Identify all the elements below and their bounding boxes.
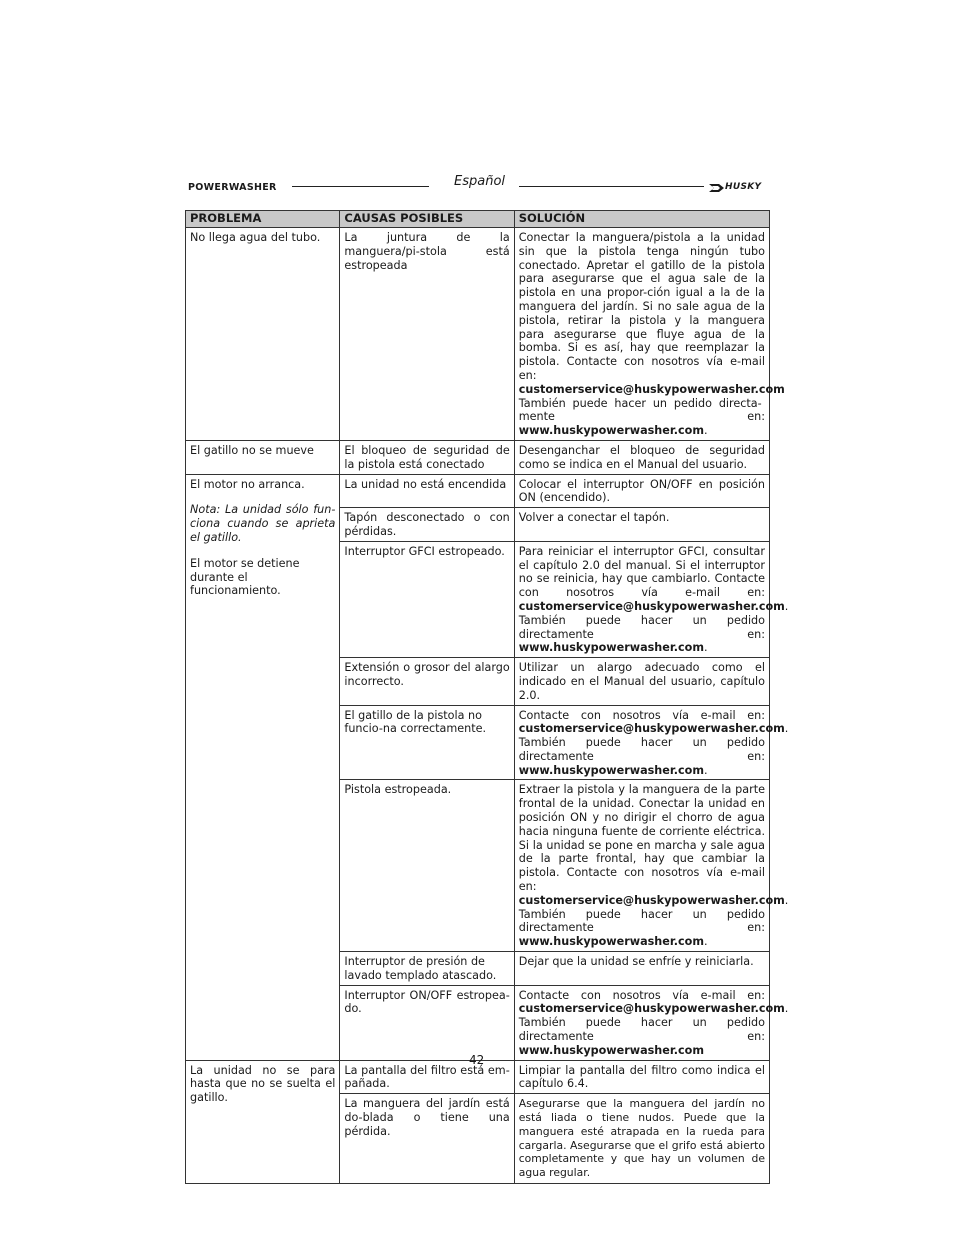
- cause-cell: El gatillo de la pistola no funcio-na correctamente.: [340, 705, 514, 780]
- cause-cell: Interruptor de presión de lavado templado atascado.: [340, 952, 514, 986]
- solution-text: Contacte con nosotros vía e-mail en:: [518, 988, 765, 1002]
- email-link[interactable]: customerservice@huskypowerwasher.com: [518, 1002, 785, 1016]
- solution-cell: Dejar que la unidad se enfríe y reiniciarla.: [514, 952, 769, 986]
- solution-mid: . También puede hacer un pedido directamente en:: [518, 722, 789, 763]
- header-rule-left: [292, 186, 429, 187]
- problem-cell: El gatillo no se mueve: [186, 440, 340, 474]
- solution-mid: También puede hacer un pedido directa-mente en:: [518, 396, 765, 424]
- problem-cell: No llega agua del tubo.: [186, 228, 340, 441]
- brand-powerwasher: POWERWASHER: [188, 182, 277, 193]
- solution-cell: Utilizar un alargo adecuado como el indicado en el Manual del usuario, capítulo 2.0.: [514, 658, 769, 705]
- website-link[interactable]: www.huskypowerwasher.com: [518, 424, 704, 438]
- solution-end: .: [704, 424, 708, 438]
- solution-cell: Volver a conectar el tapón.: [514, 508, 769, 542]
- solution-cell: [514, 985, 789, 1060]
- email-link[interactable]: customerservice@huskypowerwasher.com: [518, 722, 785, 736]
- table-row: [186, 440, 770, 474]
- solution-text: Conectar la manguera/pistola a la unidad sin que la pistola tenga ningún tubo conectado. Apretar el gatillo de la pistola para asegurarse que el agua sale de la pistola en una propor-ción igual a la de la manguera del jardín. Si no sale agua de la pistola, retirar la pistola y la manguera para asegurarse que fluye agua de la bomba. Si es así, hay que reemplazar la pistola. Contacte con nosotros vía e-mail en:: [518, 231, 765, 382]
- cause-cell: La juntura de la manguera/pi-stola está estropeada: [340, 228, 514, 441]
- table-row: [186, 228, 770, 441]
- header-causas: CAUSAS POSIBLES: [340, 211, 514, 228]
- solution-end: .: [704, 763, 708, 777]
- table-row: [186, 474, 770, 508]
- email-link[interactable]: customerservice@huskypowerwasher.com: [518, 382, 785, 396]
- header-solucion: SOLUCIÓN: [514, 211, 769, 228]
- solution-cell: Colocar el interruptor ON/OFF en posición ON (encendido).: [514, 474, 769, 508]
- husky-logo: [709, 182, 767, 196]
- solution-cell: Asegurarse que la manguera del jardín no está liada o tiene nudos. Puede que la manguera esté atrapada en la rueda para cargarla. Asegurarse que el grifo está abierto completamente y que hay un volumen de agua regular.: [514, 1094, 769, 1184]
- solution-text: Para reiniciar el interruptor GFCI, consultar el capítulo 2.0 del manual. Si el interruptor no se reinicia, hay que cambiarlo. Contacte con nosotros vía e-mail en:: [518, 544, 765, 600]
- cause-cell: La pantalla del filtro está em-pañada.: [340, 1060, 514, 1094]
- solution-text: Extraer la pistola y la manguera de la parte frontal de la unidad. Conectar la unidad en posición ON y no dirigir el chorro de agua hacia ninguna fuente de corriente eléctrica. Si la unidad se pone en marcha y sale agua de la parte frontal, hay que cambiar la pistola. Contacte con nosotros vía e-mail en:: [518, 783, 765, 894]
- problem-cell: La unidad no se para hasta que no se suelta el gatillo.: [186, 1060, 340, 1183]
- solution-end: .: [704, 641, 708, 655]
- header-problema: PROBLEMA: [186, 211, 340, 228]
- solution-cell: Desenganchar el bloqueo de seguridad como se indica en el Manual del usuario.: [514, 440, 769, 474]
- cause-cell: Extensión o grosor del alargo incorrecto.: [340, 658, 514, 705]
- table-header-row: [186, 211, 770, 228]
- solution-mid: . También puede hacer un pedido directamente en:: [518, 893, 789, 935]
- cause-cell: La unidad no está encendida: [340, 474, 514, 508]
- cause-cell: Pistola estropeada.: [340, 780, 514, 952]
- problem-text-secondary: El motor se detiene durante el funcionamiento.: [190, 556, 300, 598]
- problem-text: El motor no arranca.: [190, 477, 305, 491]
- email-link[interactable]: customerservice@huskypowerwasher.com: [518, 893, 785, 907]
- email-link[interactable]: customerservice@huskypowerwasher.com: [518, 599, 785, 613]
- website-link[interactable]: www.huskypowerwasher.com: [518, 763, 704, 777]
- husky-emblem-icon: [709, 182, 725, 194]
- solution-mid: . También puede hacer un pedido directamente en:: [518, 599, 789, 641]
- language-label: Español: [454, 174, 506, 189]
- header-rule-right: [519, 186, 704, 187]
- solution-cell: Limpiar la pantalla del filtro como indica el capítulo 6.4.: [514, 1060, 769, 1094]
- website-link[interactable]: www.huskypowerwasher.com: [518, 935, 704, 949]
- cause-cell: Tapón desconectado o con pérdidas.: [340, 508, 514, 542]
- solution-cell: [514, 228, 785, 441]
- troubleshooting-table: [185, 210, 789, 1184]
- solution-text: Contacte con nosotros vía e-mail en:: [518, 708, 765, 722]
- website-link[interactable]: www.huskypowerwasher.com: [518, 641, 704, 655]
- cause-cell: La manguera del jardín está do-blada o tiene una pérdida.: [340, 1094, 514, 1184]
- solution-cell: [514, 705, 789, 780]
- cause-cell: El bloqueo de seguridad de la pistola está conectado: [340, 440, 514, 474]
- husky-logo-text: HUSKY: [725, 182, 762, 192]
- problem-cell: [186, 474, 340, 1060]
- cause-cell: Interruptor ON/OFF estropea-do.: [340, 985, 514, 1060]
- page-number: 42: [469, 1053, 485, 1067]
- solution-cell: [514, 780, 789, 952]
- solution-mid: . También puede hacer un pedido directamente en:: [518, 1002, 789, 1044]
- website-link[interactable]: www.huskypowerwasher.com: [518, 1043, 704, 1057]
- cause-cell: Interruptor GFCI estropeado.: [340, 541, 514, 657]
- solution-end: .: [704, 935, 708, 949]
- solution-cell: [514, 541, 789, 657]
- problem-note: Nota: La unidad sólo fun-ciona cuando se aprieta el gatillo.: [190, 503, 336, 544]
